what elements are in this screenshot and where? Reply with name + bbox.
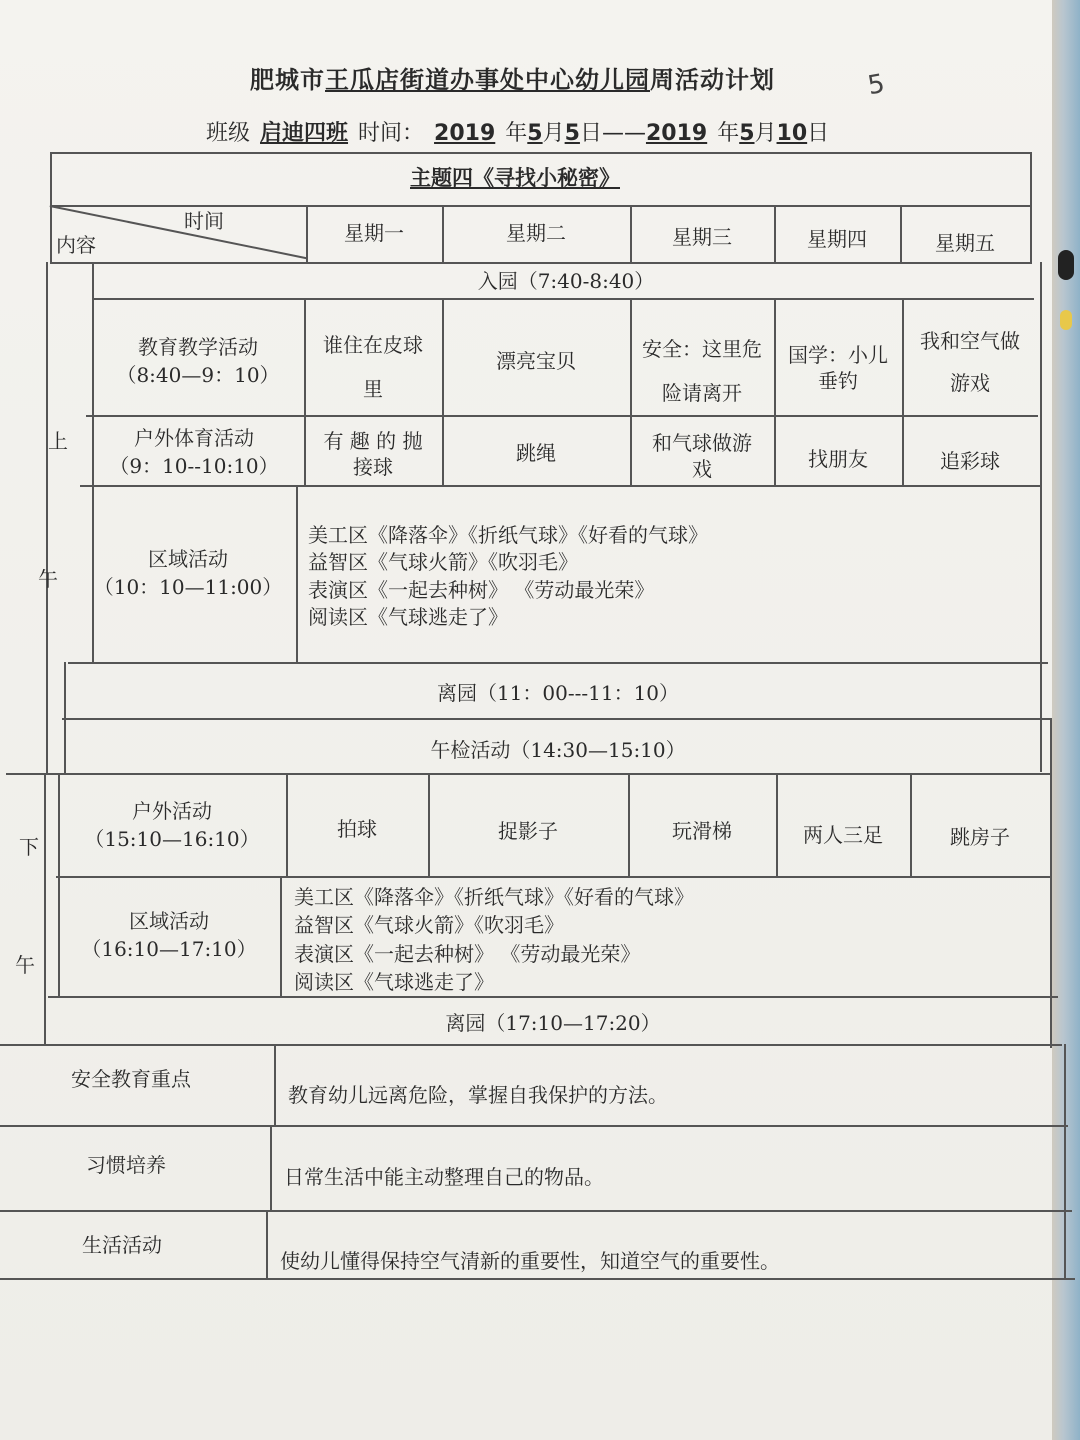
afternoon-outdoor-tuesday: 捉影子 [498, 819, 558, 843]
teaching-monday-line2: 里 [363, 377, 383, 401]
teaching-friday-line2: 游戏 [950, 371, 990, 395]
rule [270, 1125, 272, 1210]
outdoor-friday: 追彩球 [940, 449, 1000, 473]
afternoon-outdoor-name: 户外活动 [132, 799, 212, 823]
theme-name: 《寻找小秘密》 [473, 166, 620, 190]
afternoon-outdoor-monday: 拍球 [337, 817, 377, 841]
outdoor-sports-name: 户外体育活动 [134, 426, 254, 450]
title-prefix: 肥城市 [250, 66, 325, 94]
habit-label: 习惯培养 [86, 1153, 166, 1177]
afternoon-outdoor-friday: 跳房子 [950, 825, 1010, 849]
end-year: 2019 [645, 121, 708, 146]
noon-check: 午检活动（14:30—15:10） [430, 738, 686, 762]
afternoon-label-top: 下 [19, 835, 39, 859]
rule [86, 415, 1038, 417]
afternoon-area-name: 区域活动 [129, 909, 209, 933]
rule [1050, 718, 1052, 1048]
outdoor-monday: 有 趣 的 抛 [323, 429, 423, 453]
outdoor-wednesday: 和气球做游 [652, 431, 752, 455]
handwritten-note: 5 [865, 68, 888, 102]
end-month: 5 [739, 121, 755, 146]
rule [48, 996, 1058, 998]
morning-area-line-2: 益智区《气球火箭》《吹羽毛》 [308, 550, 578, 574]
life-activity-value: 使幼儿懂得保持空气清新的重要性，知道空气的重要性。 [280, 1249, 780, 1273]
morning-area-name: 区域活动 [148, 547, 228, 571]
year-char: 年 [717, 121, 740, 146]
corner-time-label: 时间 [184, 209, 224, 233]
class-label: 班级 [206, 121, 251, 146]
morning-area-line-1: 美工区《降落伞》《折纸气球》《好看的气球》 [308, 523, 708, 547]
month-char: 月 [542, 121, 565, 146]
teaching-thursday: 国学：小儿 [788, 343, 888, 367]
outdoor-tuesday: 跳绳 [516, 441, 556, 465]
rule [56, 876, 1052, 878]
afternoon-area-line-2: 益智区《气球火箭》《吹羽毛》 [294, 913, 564, 937]
morning-label-bottom: 午 [38, 567, 58, 591]
afternoon-leave: 离园（17:10—17:20） [445, 1011, 661, 1035]
rule [62, 718, 1050, 720]
class-value: 启迪四班 [260, 121, 349, 146]
teaching-friday: 我和空气做 [920, 329, 1020, 353]
afternoon-area-line-1: 美工区《降落伞》《折纸气球》《好看的气球》 [294, 885, 694, 909]
teaching-tuesday: 漂亮宝贝 [496, 349, 576, 373]
start-year: 2019 [434, 121, 496, 146]
teaching-monday: 谁住在皮球 [323, 333, 423, 357]
rule [50, 152, 1030, 154]
teaching-activity-name: 教育教学活动 [138, 335, 258, 359]
morning-arrival: 入园（7:40-8:40） [477, 269, 655, 293]
title-suffix: 周活动计划 [650, 66, 775, 94]
rule [280, 876, 282, 996]
rule [0, 1278, 1075, 1280]
day-char: 日 [579, 121, 602, 146]
afternoon-area-line-4: 阅读区《气球逃走了》 [294, 970, 494, 994]
rule [50, 205, 1032, 207]
rule [80, 485, 1040, 487]
rule [6, 773, 1052, 775]
day-monday: 星期一 [344, 221, 404, 245]
outdoor-thursday: 找朋友 [808, 447, 868, 471]
rule [0, 1210, 1072, 1212]
start-month: 5 [527, 121, 543, 146]
rule [50, 262, 1032, 264]
rule [0, 1125, 1068, 1127]
time-label: 时间： [358, 121, 425, 146]
morning-label-top: 上 [48, 429, 68, 453]
afternoon-outdoor-thursday: 两人三足 [803, 823, 883, 847]
afternoon-area-line-3: 表演区《一起去种树》 《劳动最光荣》 [294, 942, 641, 966]
morning-area-line-3: 表演区《一起去种树》 《劳动最光荣》 [308, 578, 655, 602]
day-friday: 星期五 [935, 231, 995, 255]
morning-area-line-4: 阅读区《气球逃走了》 [308, 605, 508, 629]
outdoor-monday-line2: 接球 [353, 455, 393, 479]
rule [46, 262, 48, 773]
habit-value: 日常生活中能主动整理自己的物品。 [284, 1165, 604, 1189]
teaching-wednesday: 安全：这里危 [642, 337, 762, 361]
life-activity-label: 生活活动 [82, 1233, 162, 1257]
rule [274, 1044, 276, 1125]
end-day-char: 日 [807, 121, 830, 146]
rule [1030, 152, 1032, 262]
rule [1064, 1044, 1066, 1278]
teaching-thursday-line2: 垂钓 [818, 369, 858, 393]
teaching-wednesday-line2: 险请离开 [662, 381, 742, 405]
outdoor-sports-time: （9：10--10:10） [109, 454, 279, 478]
rule [0, 1044, 1062, 1046]
teaching-activity-time: （8:40—9：10） [116, 363, 280, 387]
day-tuesday: 星期二 [506, 221, 566, 245]
rule [266, 1210, 268, 1278]
rule [92, 298, 1034, 300]
month-char: 月 [754, 121, 777, 146]
afternoon-outdoor-time: （15:10—16:10） [84, 827, 260, 851]
day-thursday: 星期四 [807, 227, 867, 251]
day-wednesday: 星期三 [672, 225, 732, 249]
theme-label: 主题四 [410, 166, 473, 190]
afternoon-outdoor-wednesday: 玩滑梯 [672, 819, 732, 843]
start-day: 5 [564, 121, 580, 146]
year-char: 年 [505, 121, 528, 146]
afternoon-label-bottom: 午 [15, 953, 35, 977]
rule [296, 485, 298, 662]
theme-title [410, 164, 620, 192]
safety-focus-label: 安全教育重点 [71, 1067, 191, 1091]
safety-focus-value: 教育幼儿远离危险，掌握自我保护的方法。 [288, 1083, 668, 1107]
morning-area-time: （10：10—11:00） [93, 575, 283, 599]
title-school: 王瓜店街道办事处中心幼儿园 [325, 66, 650, 94]
rule [50, 152, 52, 262]
afternoon-area-time: （16:10—17:10） [81, 937, 257, 961]
date-dash: —— [601, 121, 646, 146]
rule [44, 773, 46, 1045]
morning-leave: 离园（11：00---11：10） [436, 681, 680, 705]
rule [68, 662, 1048, 664]
corner-content-label: 内容 [56, 233, 96, 257]
outdoor-wednesday-line2: 戏 [692, 457, 712, 481]
end-day: 10 [776, 121, 808, 146]
